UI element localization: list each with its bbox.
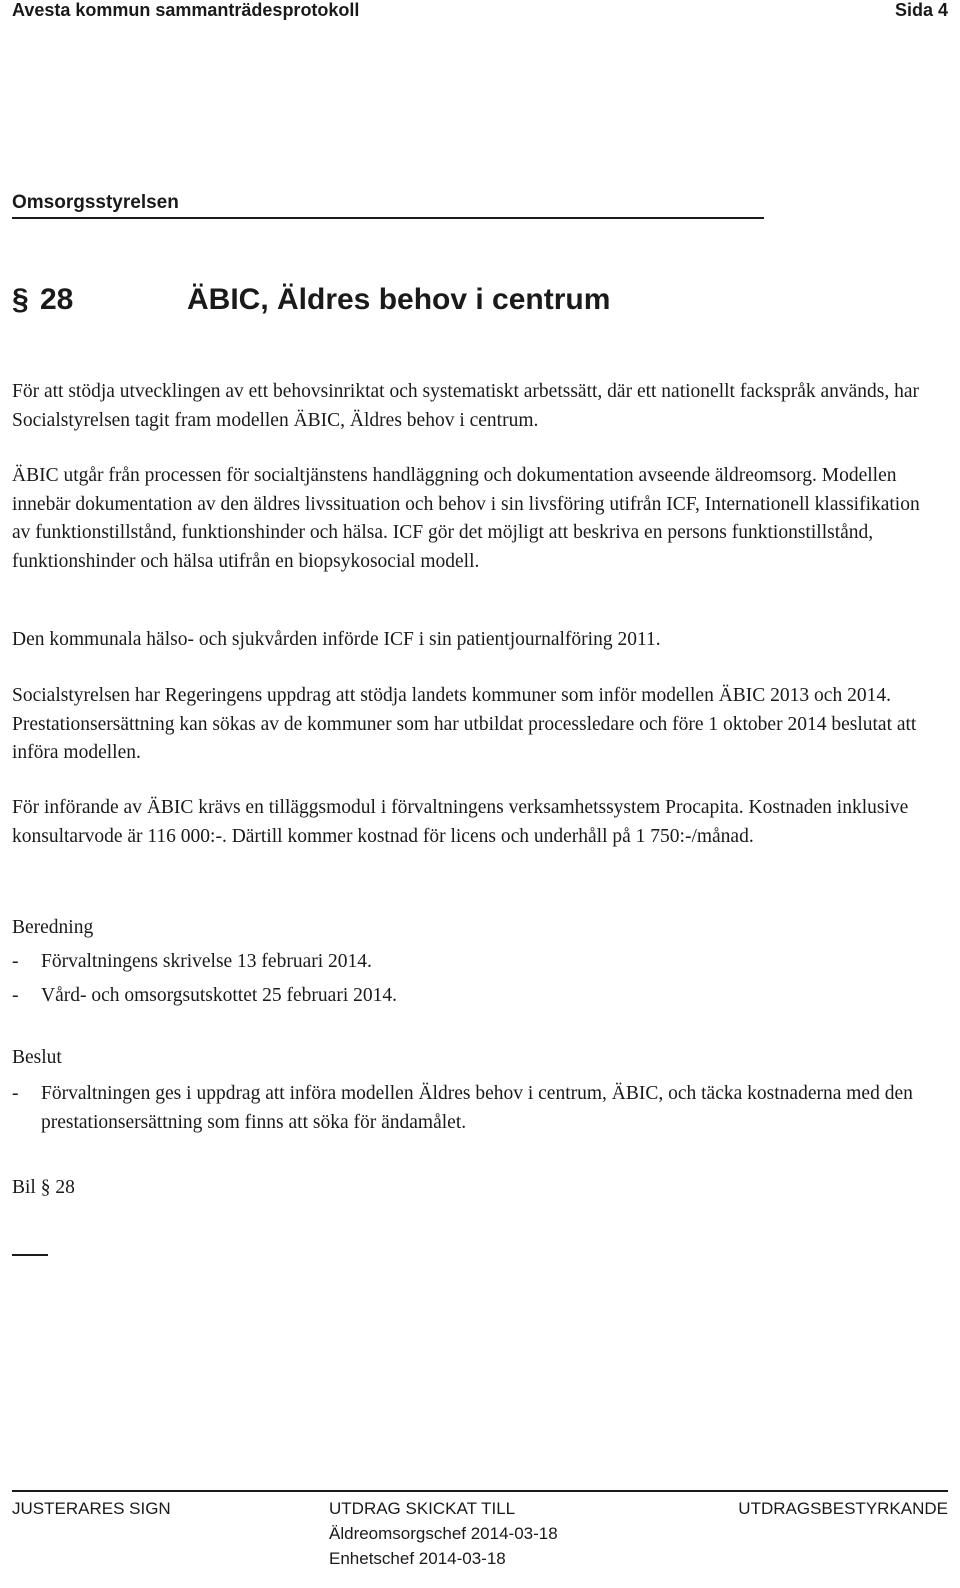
paragraph-2: ÄBIC utgår från processen för socialtjänstens handläggning och dokumentation avseende äldreomsorg. Modellen innebär dokumentation av den äldres livssituation och behov i sin livsföring utifrån ICF, Internationell klassifikation av funktionstillstånd, funktionshinder och hälsa. ICF gör det möjligt att beskriva en persons funktionstillstånd, funktionshinder och hälsa utifrån en biopsykosocial modell. (12, 465, 920, 572)
section-symbol: § (12, 283, 29, 316)
page-header (12, 0, 948, 26)
beredning-heading: Beredning (12, 917, 94, 938)
list-dash: - (12, 1083, 19, 1104)
signature-line (12, 1254, 48, 1256)
beslut-item-text: Förvaltningen ges i uppdrag att införa modellen Äldres behov i centrum, ÄBIC, och täcka kostnaderna med den prestationsersättning som finns att söka för ändamålet. (41, 1083, 913, 1133)
section-number: 28 (40, 283, 74, 316)
section-title: ÄBIC, Äldres behov i centrum (187, 283, 611, 316)
beredning-item-text: Förvaltningens skrivelse 13 februari 2014. (41, 951, 372, 972)
paragraph-3: Den kommunala hälso- och sjukvården införde ICF i sin patientjournalföring 2011. (12, 629, 661, 650)
board-underline (12, 217, 764, 219)
beredning-item-text: Vård- och omsorgsutskottet 25 februari 2014. (41, 985, 397, 1006)
section-heading (12, 283, 932, 323)
list-dash: - (12, 951, 19, 972)
page-number: Sida 4 (894, 0, 948, 20)
footer-divider (12, 1490, 948, 1492)
utdrag-recipient: Äldreomsorgschef 2014-03-18 (329, 1524, 558, 1543)
list-dash: - (12, 985, 19, 1006)
paragraph-1: För att stödja utvecklingen av ett behovsinriktat och systematiskt arbetssätt, där ett nationellt fackspråk används, har Socialstyrelsen tagit fram modellen ÄBIC, Äldres behov i centrum. (12, 381, 920, 431)
document-title: Avesta kommun sammanträdesprotokoll (12, 0, 360, 20)
paragraph-4: Socialstyrelsen har Regeringens uppdrag att stödja landets kommuner som inför modellen ÄBIC 2013 och 2014. Prestationsersättning kan sökas av de kommuner som har utbildat processledare och före 1 oktober 2014 beslutat att införa modellen. (12, 685, 917, 763)
attachment-ref: Bil § 28 (12, 1177, 75, 1198)
utdragsbestyrkande: UTDRAGSBESTYRKANDE (738, 1499, 948, 1518)
utdrag-block (329, 1496, 558, 1571)
utdrag-label: UTDRAG SKICKAT TILL (329, 1499, 516, 1518)
beslut-heading: Beslut (12, 1047, 62, 1068)
paragraph-5: För införande av ÄBIC krävs en tilläggsmodul i förvaltningens verksamhetssystem Procapita. Kostnaden inklusive konsultarvode är 116 000:-. Därtill kommer kostnad för licens och underhåll på 1 750:-/månad. (12, 797, 909, 847)
board-name: Omsorgsstyrelsen (12, 192, 179, 213)
justerares-sign: JUSTERARES SIGN (12, 1499, 171, 1518)
utdrag-recipient: Enhetschef 2014-03-18 (329, 1549, 506, 1568)
